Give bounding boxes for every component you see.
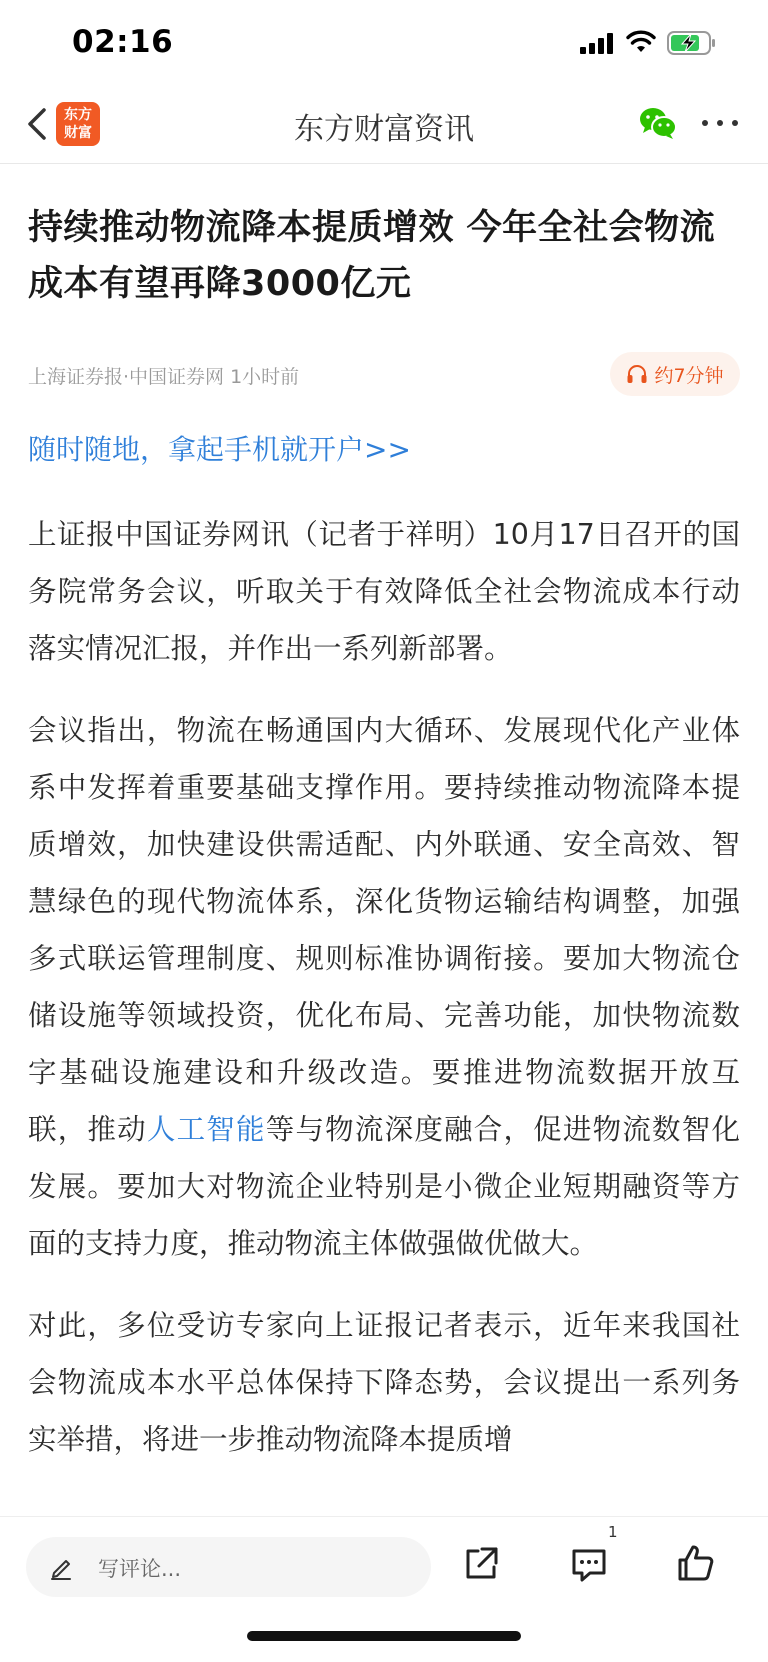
cellular-signal-icon — [580, 32, 616, 54]
headphones-icon — [626, 364, 648, 384]
article-source: 上海证券报·中国证券网 1小时前 — [28, 366, 300, 388]
wifi-icon — [626, 28, 656, 54]
comments-icon[interactable] — [570, 1547, 608, 1583]
listen-duration: 约7分钟 — [654, 364, 724, 387]
article-header — [28, 200, 740, 312]
content-fade — [0, 1490, 768, 1516]
home-indicator — [247, 1631, 521, 1641]
nav-title: 东方财富资讯 — [294, 112, 474, 147]
app-logo — [56, 102, 100, 146]
status-time: 02:16 — [72, 24, 174, 60]
paragraph-2-part-b: 等与物流深度融合，促进物流数智化发展。要加大对物流企业特别是小微企业短期融资等方面的支持力度，推动物流主体做强做优做大。 — [28, 1113, 740, 1260]
wechat-share-icon[interactable] — [638, 106, 678, 140]
status-bar — [0, 0, 768, 86]
comment-input[interactable] — [26, 1537, 431, 1597]
paragraph-2 — [28, 702, 740, 1272]
nav-bar — [0, 86, 768, 164]
bottom-action-bar — [0, 1516, 768, 1662]
open-account-link[interactable]: 随时随地，拿起手机就开户>> — [28, 433, 411, 466]
comment-placeholder: 写评论... — [98, 1557, 182, 1581]
paragraph-1: 上证报中国证券网讯（记者于祥明）10月17日召开的国务院常务会议，听取关于有效降低全社会物流成本行动落实情况汇报，并作出一系列新部署。 — [28, 518, 740, 665]
more-options-icon[interactable] — [702, 108, 738, 138]
logo-line-1: 东方 — [64, 107, 92, 123]
back-icon[interactable] — [20, 104, 54, 144]
share-icon[interactable] — [462, 1545, 500, 1583]
thumbs-up-icon[interactable] — [676, 1543, 716, 1583]
keyword-link-ai[interactable]: 人工智能 — [146, 1113, 266, 1146]
logo-line-2: 财富 — [64, 125, 92, 141]
battery-charging-icon — [667, 31, 717, 55]
paragraph-2-part-a: 会议指出，物流在畅通国内大循环、发展现代化产业体系中发挥着重要基础支撑作用。要持续推动物流降本提质增效，加快建设供需适配、内外联通、安全高效、智慧绿色的现代物流体系，深化货物运输结构调整，加强多式联运管理制度、规则标准协调衔接。要加大物流仓储设施等领域投资，优化布局、完善功能，加快物流数字基础设施建设和升级改造。要推进物流数据开放互联，推动 — [28, 714, 740, 1146]
comment-count-badge: 1 — [608, 1523, 618, 1541]
article-body — [28, 506, 740, 1493]
article-headline: 持续推动物流降本提质增效 今年全社会物流成本有望再降3000亿元 — [28, 208, 716, 304]
paragraph-3: 对此，多位受访专家向上证报记者表示，近年来我国社会物流成本水平总体保持下降态势，会议提出一系列务实举措，将进一步推动物流降本提质增 — [28, 1309, 740, 1456]
listen-button[interactable] — [610, 352, 740, 396]
article-meta — [28, 352, 740, 396]
pen-icon — [48, 1553, 76, 1581]
